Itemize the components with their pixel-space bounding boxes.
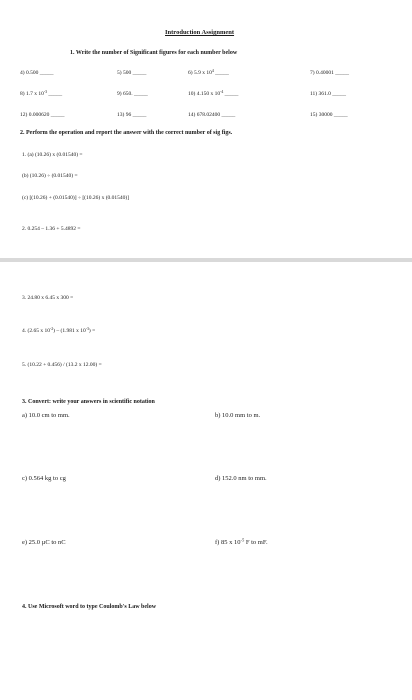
- sigfig-item: 15) 30000 _____: [310, 112, 348, 118]
- convert-b: b) 10.0 mm to m.: [215, 412, 261, 419]
- sigfig-item: 11) 361.0 _____: [310, 91, 347, 97]
- problem-1a: 1. (a) (10.26) x (0.01540) =: [22, 152, 83, 158]
- answer-blank[interactable]: _____: [224, 91, 239, 97]
- question-3-heading: 3. Convert: write your answers in scientific notation: [22, 399, 155, 405]
- convert-d: d) 152.0 nm to mm.: [215, 475, 267, 482]
- sigfig-item: 6) 5.9 x $10^4$ _____: [188, 69, 229, 76]
- convert-a: a) 10.0 cm to mm.: [22, 412, 70, 419]
- sigfig-item: 8) 1.7 x $10^{-3}$ _____: [20, 90, 63, 97]
- convert-c: c) 0.564 kg to cg: [22, 475, 66, 482]
- sigfig-item: 13) 96 _____: [117, 112, 147, 118]
- answer-blank[interactable]: _____: [332, 91, 347, 97]
- convert-f: f) 85 x $10^{-5}$ F to mF.: [215, 537, 268, 546]
- question-4-heading: 4. Use Microsoft word to type Coulomb's Law below: [22, 604, 157, 610]
- convert-e: e) 25.0 µC to nC: [22, 539, 66, 546]
- question-2-heading: 2. Perform the operation and report the answer with the correct number of sig figs.: [20, 130, 233, 136]
- answer-blank[interactable]: _____: [221, 112, 236, 118]
- sigfig-item: 14) 678.02400 _____: [188, 112, 236, 118]
- answer-blank[interactable]: _____: [333, 112, 348, 118]
- answer-blank[interactable]: _____: [50, 112, 65, 118]
- answer-blank[interactable]: _____: [335, 70, 349, 76]
- answer-blank[interactable]: _____: [132, 70, 147, 76]
- answer-blank[interactable]: _____: [133, 91, 148, 97]
- answer-blank[interactable]: _____: [39, 70, 54, 76]
- page-title: Introduction Assignment: [165, 29, 235, 36]
- problem-1c: (c) [(10.26) + (0.01540)] ÷ [(10.26) x (0.01540)]: [22, 195, 130, 201]
- sigfig-item: 4) 0.500 _____: [20, 70, 54, 76]
- problem-4: 4. (2.65 x $10^{-2}) - (1.981$ x $10^{-3}$) =: [22, 327, 96, 334]
- problem-5: 5. (10.22 + 0.456) / (13.2 x 12.00) =: [22, 362, 102, 368]
- page-1: [0, 0, 412, 258]
- sigfig-item: 7) 0.40001 _____: [310, 70, 349, 76]
- sigfig-item: 10) 4.150 x $10^{-4}$ _____: [188, 90, 239, 97]
- sigfig-item: 5) 500 _____: [117, 70, 147, 76]
- question-1-heading: 1. Write the number of Significant figures for each number below: [70, 50, 238, 56]
- answer-blank[interactable]: _____: [132, 112, 147, 118]
- answer-blank[interactable]: _____: [215, 70, 229, 76]
- answer-blank[interactable]: _____: [48, 91, 63, 97]
- sigfig-item: 12) 0.000620 _____: [20, 112, 65, 118]
- sigfig-item: 9) 650. _____: [117, 91, 148, 97]
- problem-3: 3. 24.80 x 6.45 x 300 =: [22, 295, 74, 301]
- page-2: [0, 262, 412, 700]
- problem-1b: (b) (10.26) ÷ (0.01540) =: [22, 173, 78, 179]
- problem-2: 2. 0.254 – 1.36 + 5.4892 =: [22, 226, 81, 232]
